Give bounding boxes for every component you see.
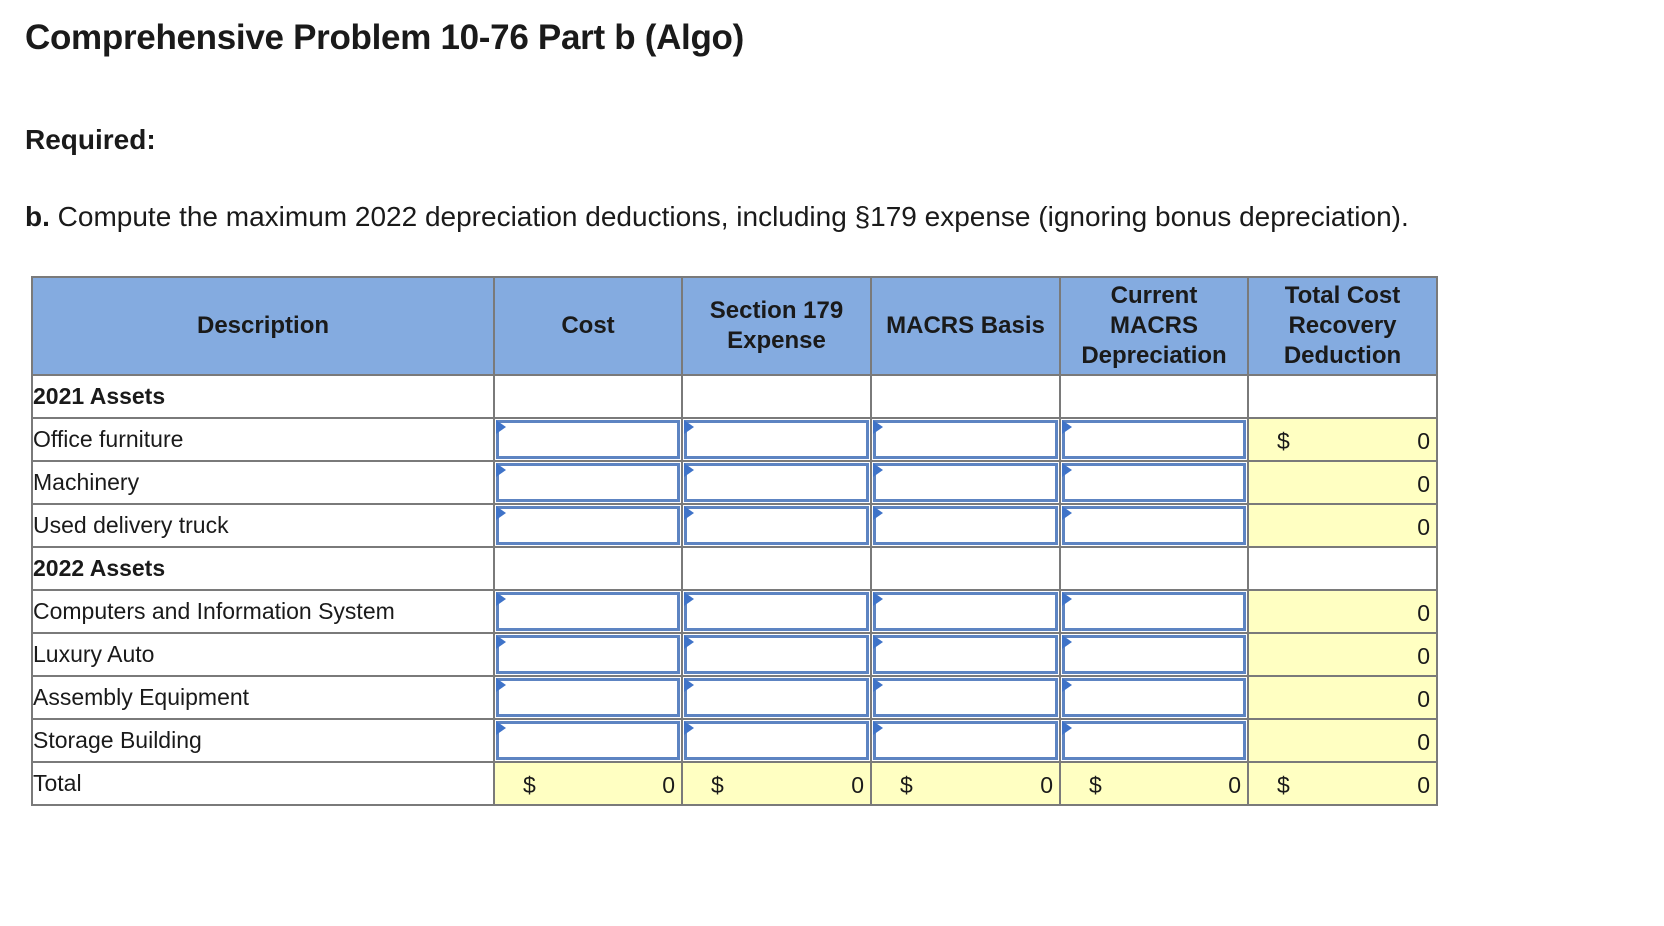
input-flag-icon xyxy=(873,592,883,606)
input-flag-icon xyxy=(684,592,694,606)
macrs-basis-input-cell[interactable] xyxy=(871,461,1060,504)
macrs-basis-input[interactable] xyxy=(873,678,1058,717)
total-cost-recovery-cell-value: 0 xyxy=(1417,600,1430,626)
section-2022-label: 2022 Assets xyxy=(32,547,494,590)
asset-description: Machinery xyxy=(32,461,494,504)
input-flag-icon xyxy=(873,506,883,520)
total-row xyxy=(32,762,1437,805)
input-flag-icon xyxy=(1062,678,1072,692)
macrs-basis-input[interactable] xyxy=(873,420,1058,459)
current-macrs-input-cell[interactable] xyxy=(1060,633,1248,676)
cost-input[interactable] xyxy=(496,506,680,545)
section-2022-blank-cell xyxy=(871,547,1060,590)
section-2021-blank-cell xyxy=(682,375,871,418)
asset-description: Used delivery truck xyxy=(32,504,494,547)
section179-input[interactable] xyxy=(684,592,869,631)
input-flag-icon xyxy=(496,592,506,606)
current-macrs-input-cell[interactable] xyxy=(1060,719,1248,762)
table-row xyxy=(32,461,1437,504)
cost-input-cell[interactable] xyxy=(494,418,682,461)
current-macrs-input-cell[interactable] xyxy=(1060,590,1248,633)
input-flag-icon xyxy=(873,420,883,434)
cost-input-cell[interactable] xyxy=(494,676,682,719)
input-flag-icon xyxy=(684,678,694,692)
section179-input[interactable] xyxy=(684,678,869,717)
header-row xyxy=(32,277,1437,375)
macrs-basis-input[interactable] xyxy=(873,721,1058,760)
total-current-macrs-cell-value: 0 xyxy=(1228,772,1241,798)
cost-input[interactable] xyxy=(496,592,680,631)
instruction-letter: b. xyxy=(25,201,50,232)
instruction-text xyxy=(25,201,1409,233)
current-macrs-input[interactable] xyxy=(1062,506,1246,545)
input-flag-icon xyxy=(496,678,506,692)
macrs-basis-input-cell[interactable] xyxy=(871,504,1060,547)
input-flag-icon xyxy=(496,721,506,735)
total-cost-recovery-cell xyxy=(1248,418,1437,461)
input-flag-icon xyxy=(684,635,694,649)
section179-input-cell[interactable] xyxy=(682,418,871,461)
input-flag-icon xyxy=(684,721,694,735)
total-section179-cell-value: 0 xyxy=(851,772,864,798)
table-row xyxy=(32,590,1437,633)
section179-input-cell[interactable] xyxy=(682,590,871,633)
header-total-cost-recovery xyxy=(1248,277,1437,375)
asset-description: Luxury Auto xyxy=(32,633,494,676)
total-macrs-basis-cell-value: 0 xyxy=(1040,772,1053,798)
dollar-sign: $ xyxy=(900,772,913,798)
total-cost-recovery-cell xyxy=(1248,504,1437,547)
input-flag-icon xyxy=(873,463,883,477)
cost-input[interactable] xyxy=(496,420,680,459)
total-macrs-basis-cell xyxy=(871,762,1060,805)
macrs-basis-input[interactable] xyxy=(873,635,1058,674)
section179-input-cell[interactable] xyxy=(682,719,871,762)
macrs-basis-input-cell[interactable] xyxy=(871,676,1060,719)
total-current-macrs-cell xyxy=(1060,762,1248,805)
depreciation-table xyxy=(31,276,1438,806)
section179-input[interactable] xyxy=(684,635,869,674)
cost-input[interactable] xyxy=(496,721,680,760)
input-flag-icon xyxy=(684,506,694,520)
input-flag-icon xyxy=(873,678,883,692)
cost-input[interactable] xyxy=(496,678,680,717)
macrs-basis-input-cell[interactable] xyxy=(871,633,1060,676)
section179-input[interactable] xyxy=(684,721,869,760)
current-macrs-input-cell[interactable] xyxy=(1060,461,1248,504)
table-row xyxy=(32,719,1437,762)
total-section179-cell xyxy=(682,762,871,805)
header-current-macrs xyxy=(1060,277,1248,375)
cost-input-cell[interactable] xyxy=(494,504,682,547)
current-macrs-input-cell[interactable] xyxy=(1060,676,1248,719)
section-2022-blank-cell xyxy=(682,547,871,590)
total-cost-recovery-cell-value: 0 xyxy=(1417,686,1430,712)
dollar-sign: $ xyxy=(1089,772,1102,798)
input-flag-icon xyxy=(496,506,506,520)
input-flag-icon xyxy=(873,635,883,649)
total-cost-recovery-cell-value: 0 xyxy=(1417,514,1430,540)
macrs-basis-input-cell[interactable] xyxy=(871,418,1060,461)
header-total-cost-recovery-text: Total Cost Recovery Deduction xyxy=(1283,282,1402,369)
section-2021-blank-cell xyxy=(871,375,1060,418)
table-row xyxy=(32,418,1437,461)
total-cost-recovery-cell-value: 0 xyxy=(1417,643,1430,669)
input-flag-icon xyxy=(496,420,506,434)
current-macrs-input[interactable] xyxy=(1062,721,1246,760)
current-macrs-input[interactable] xyxy=(1062,592,1246,631)
section-2022-blank-cell xyxy=(1248,547,1437,590)
header-description: Description xyxy=(32,277,494,375)
total-cost-recovery-cell xyxy=(1248,719,1437,762)
table-row xyxy=(32,676,1437,719)
dollar-sign: $ xyxy=(1277,428,1290,454)
macrs-basis-input[interactable] xyxy=(873,592,1058,631)
section179-input[interactable] xyxy=(684,506,869,545)
total-cost-cell-value: 0 xyxy=(662,772,675,798)
input-flag-icon xyxy=(684,420,694,434)
input-flag-icon xyxy=(1062,506,1072,520)
macrs-basis-input[interactable] xyxy=(873,506,1058,545)
current-macrs-input[interactable] xyxy=(1062,635,1246,674)
input-flag-icon xyxy=(1062,463,1072,477)
section-2022-row xyxy=(32,547,1437,590)
asset-description: Storage Building xyxy=(32,719,494,762)
input-flag-icon xyxy=(873,721,883,735)
total-cost-recovery-cell xyxy=(1248,633,1437,676)
dollar-sign: $ xyxy=(1277,772,1290,798)
header-section179 xyxy=(682,277,871,375)
section-2021-blank-cell xyxy=(494,375,682,418)
cost-input[interactable] xyxy=(496,635,680,674)
section-2021-row xyxy=(32,375,1437,418)
current-macrs-input-cell[interactable] xyxy=(1060,504,1248,547)
table-row xyxy=(32,633,1437,676)
macrs-basis-input-cell[interactable] xyxy=(871,590,1060,633)
section-2021-label: 2021 Assets xyxy=(32,375,494,418)
current-macrs-input[interactable] xyxy=(1062,420,1246,459)
cost-input-cell[interactable] xyxy=(494,461,682,504)
input-flag-icon xyxy=(496,463,506,477)
total-label: Total xyxy=(32,762,494,805)
input-flag-icon xyxy=(1062,592,1072,606)
total-cost-recovery-cell xyxy=(1248,590,1437,633)
section179-input-cell[interactable] xyxy=(682,504,871,547)
cost-input-cell[interactable] xyxy=(494,590,682,633)
total-cost-recovery-cell xyxy=(1248,461,1437,504)
input-flag-icon xyxy=(684,463,694,477)
section179-input-cell[interactable] xyxy=(682,633,871,676)
header-current-macrs-text: Current MACRS Depreciation xyxy=(1081,282,1227,369)
section-2021-blank-cell xyxy=(1248,375,1437,418)
input-flag-icon xyxy=(1062,635,1072,649)
total-cost-recovery-cell-value: 0 xyxy=(1417,471,1430,497)
macrs-basis-input[interactable] xyxy=(873,463,1058,502)
asset-description: Office furniture xyxy=(32,418,494,461)
section179-input[interactable] xyxy=(684,420,869,459)
current-macrs-input[interactable] xyxy=(1062,463,1246,502)
section-2022-blank-cell xyxy=(494,547,682,590)
total-total-cost-recovery-cell-value: 0 xyxy=(1417,772,1430,798)
total-cost-recovery-cell xyxy=(1248,676,1437,719)
table-row xyxy=(32,504,1437,547)
input-flag-icon xyxy=(1062,420,1072,434)
current-macrs-input-cell[interactable] xyxy=(1060,418,1248,461)
header-section179-text: Section 179 Expense xyxy=(709,297,844,354)
header-cost: Cost xyxy=(494,277,682,375)
total-total-cost-recovery-cell xyxy=(1248,762,1437,805)
cost-input-cell[interactable] xyxy=(494,633,682,676)
section179-input-cell[interactable] xyxy=(682,461,871,504)
macrs-basis-input-cell[interactable] xyxy=(871,719,1060,762)
section-2021-blank-cell xyxy=(1060,375,1248,418)
cost-input[interactable] xyxy=(496,463,680,502)
page-title: Comprehensive Problem 10-76 Part b (Algo) xyxy=(25,18,744,57)
section179-input[interactable] xyxy=(684,463,869,502)
header-macrs-basis: MACRS Basis xyxy=(871,277,1060,375)
input-flag-icon xyxy=(1062,721,1072,735)
section-2022-blank-cell xyxy=(1060,547,1248,590)
asset-description: Assembly Equipment xyxy=(32,676,494,719)
section179-input-cell[interactable] xyxy=(682,676,871,719)
total-cost-recovery-cell-value: 0 xyxy=(1417,428,1430,454)
total-cost-recovery-cell-value: 0 xyxy=(1417,729,1430,755)
asset-description: Computers and Information System xyxy=(32,590,494,633)
instruction-body: Compute the maximum 2022 depreciation deductions, including §179 expense (ignoring bonus depreciation). xyxy=(49,201,1409,232)
current-macrs-input[interactable] xyxy=(1062,678,1246,717)
cost-input-cell[interactable] xyxy=(494,719,682,762)
total-cost-cell xyxy=(494,762,682,805)
dollar-sign: $ xyxy=(711,772,724,798)
input-flag-icon xyxy=(496,635,506,649)
required-label: Required: xyxy=(25,124,156,155)
dollar-sign: $ xyxy=(523,772,536,798)
